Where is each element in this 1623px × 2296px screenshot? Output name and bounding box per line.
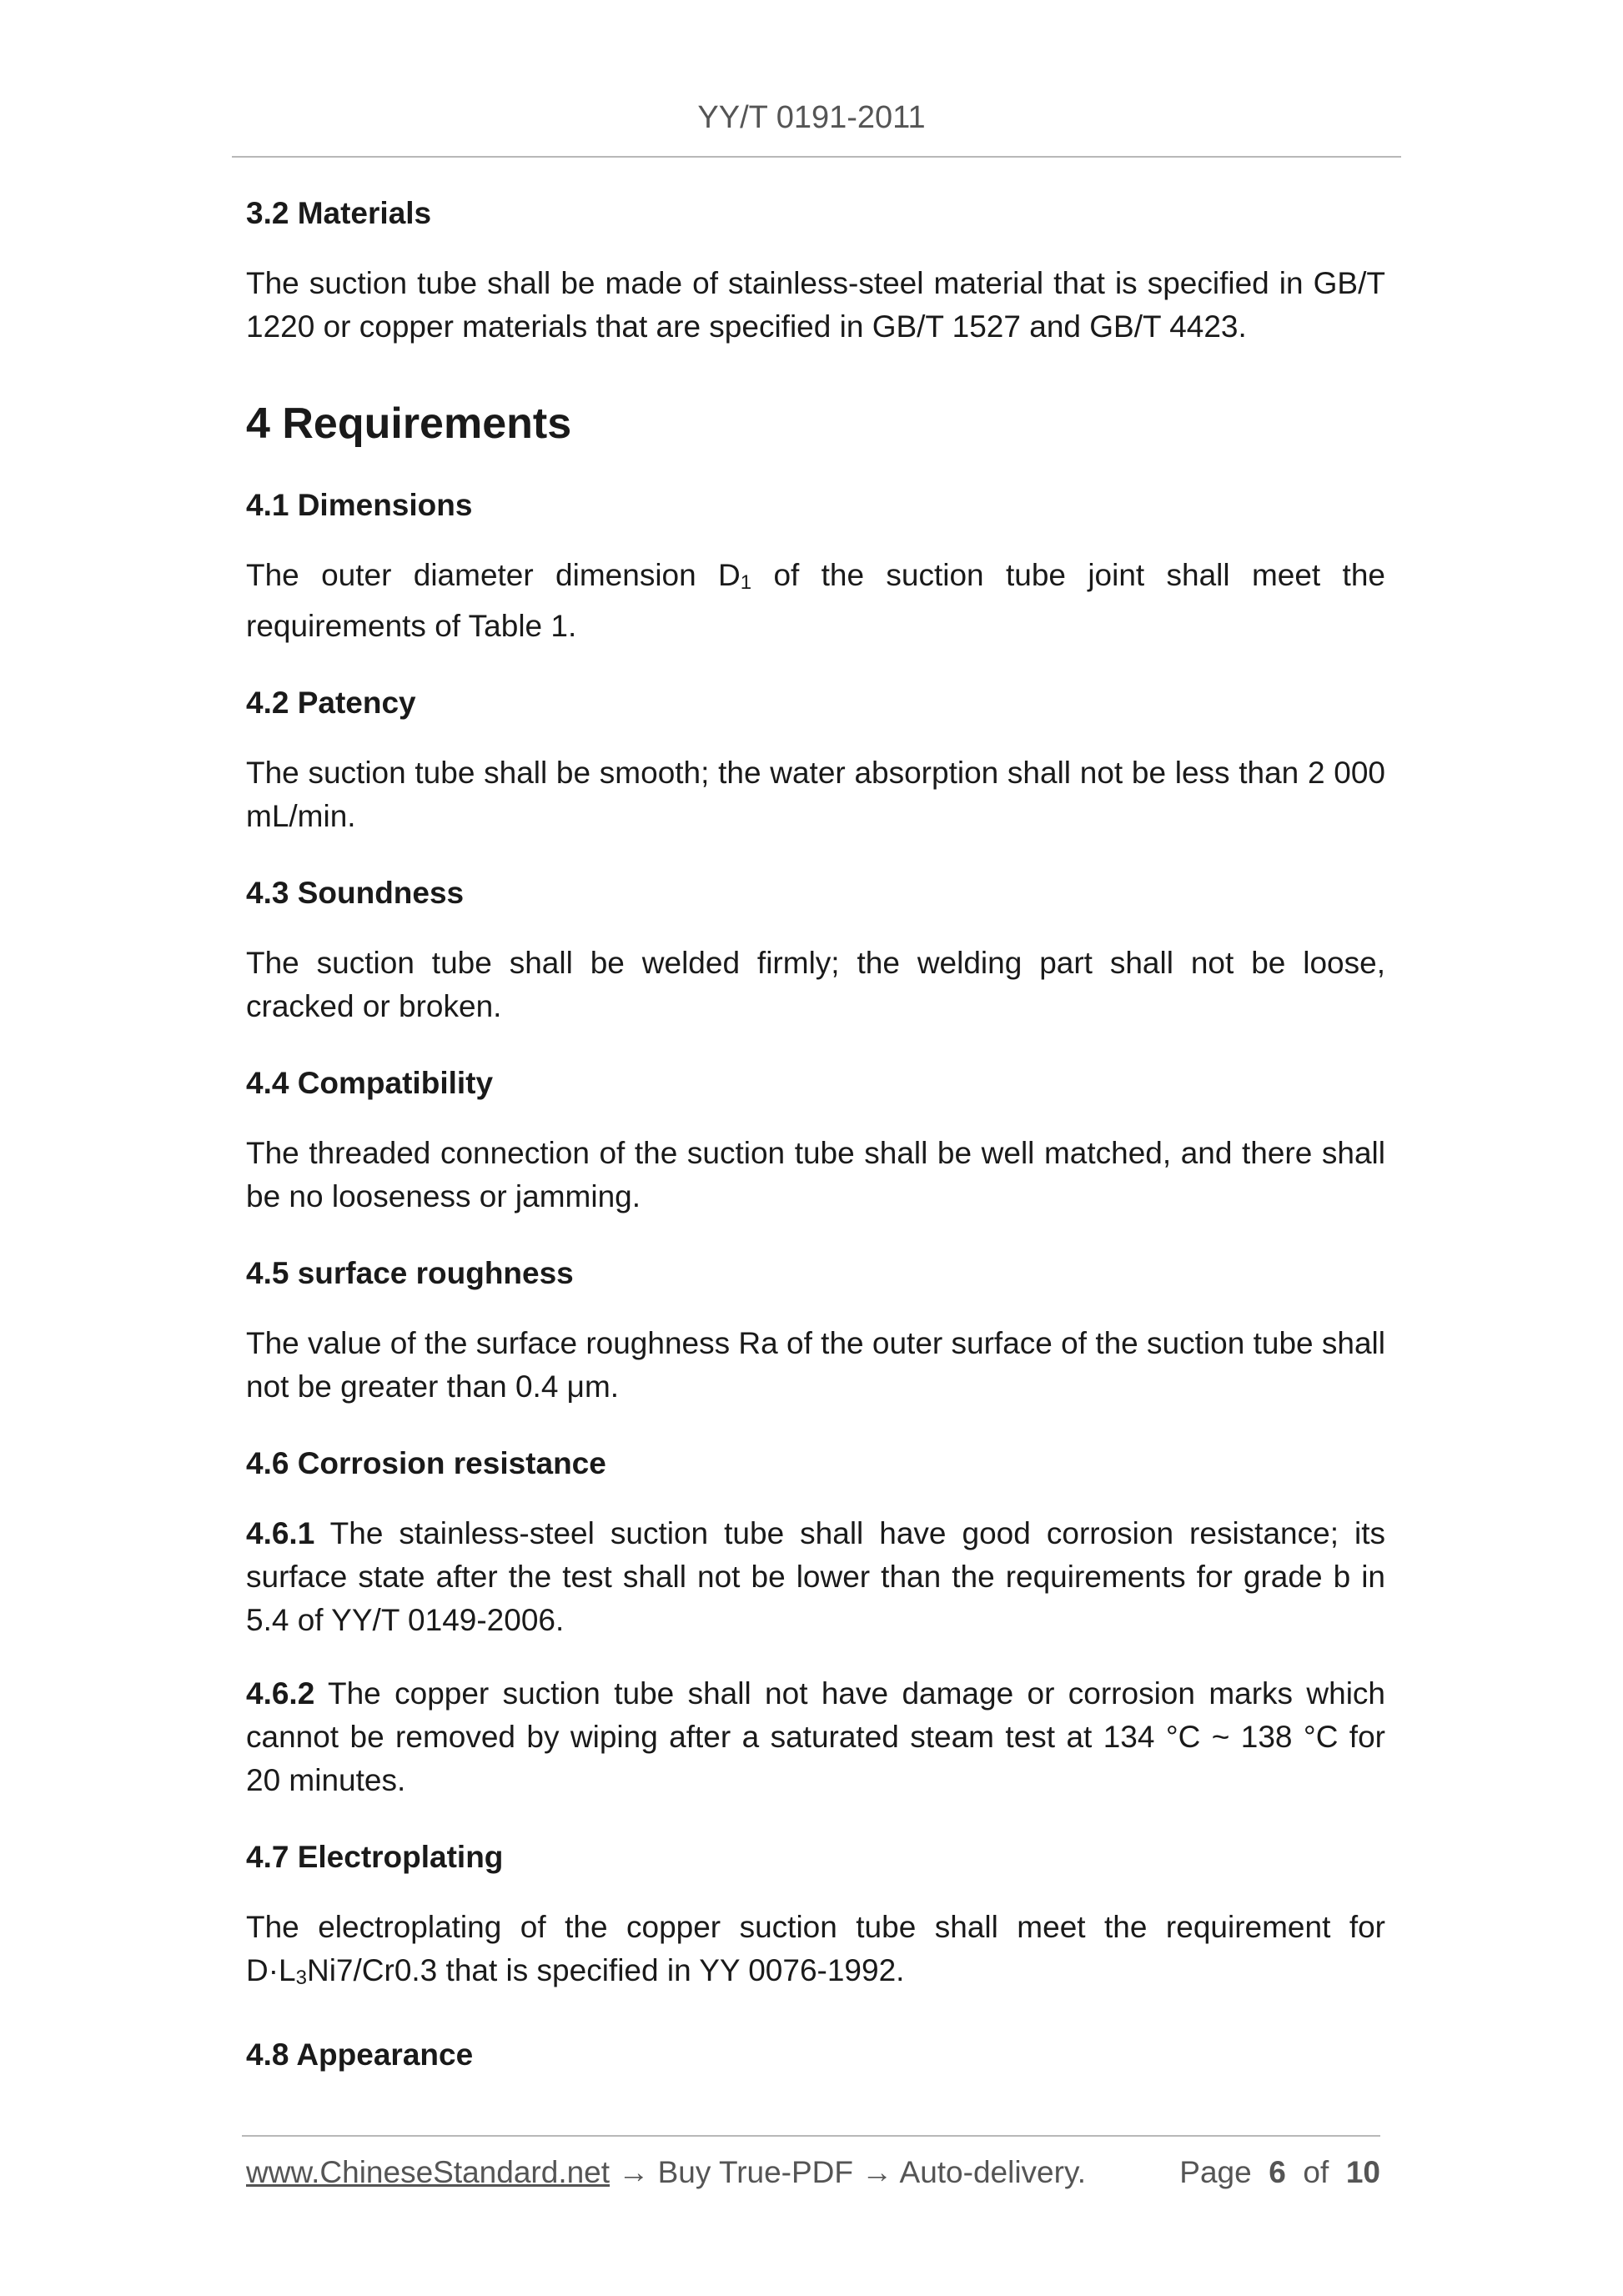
section-4-4-text: The threaded connection of the suction tube shall be well matched, and there shall be no looseness or jamming. [246,1136,1385,1213]
section-4-4-heading: 4.4 Compatibility [246,1066,494,1100]
section-4-7-text: The electroplating of the copper suction tube shall meet the requirement for $D\cdot L_3Ni7/Cr0.3$ that is specified in YY 0076-1992. [246,1910,1385,1989]
page-indicator: Page 6 of 10 [1179,2155,1380,2189]
section-4-heading: 4 Requirements [246,399,572,448]
current-page: 6 [1269,2155,1286,2189]
clause-number: 4.6.1 [246,1516,315,1550]
section-4-3-heading: 4.3 Soundness [246,876,465,910]
section-3-2-text: The suction tube shall be made of stainless-steel material that is specified in GB/T 1220 or copper materials that are specified in GB/T 1527 and GB/T 4423. [246,266,1385,344]
section-4-6-2-text: 4.6.2 The copper suction tube shall not have damage or corrosion marks which cannot be removed by wiping after a saturated steam test at 134 °C ~ 138 °C for 20 minutes. [246,1676,1385,1797]
page-header: YY/T 0191-2011 [697,100,926,135]
section-4-6-1-text: 4.6.1 The stainless-steel suction tube shall have good corrosion resistance; its surface state after the test shall not be lower than the requirements for grade b in 5.4 of YY/T 0149-2006. [246,1516,1385,1637]
section-4-7-heading: 4.7 Electroplating [246,1840,504,1874]
section-4-1-heading: 4.1 Dimensions [246,488,473,522]
footer-divider [242,2135,1380,2137]
header-divider [232,156,1401,158]
footer-tagline: → Buy True-PDF → Auto-delivery. [610,2155,1086,2189]
section-4-8-heading: 4.8 Appearance [246,2037,474,2072]
section-4-2-heading: 4.2 Patency [246,686,416,720]
section-4-2-text: The suction tube shall be smooth; the water absorption shall not be less than 2 000 mL/min. [246,756,1385,833]
section-4-1-text: The outer diameter dimension $D_1$ of the suction tube joint shall meet the requirements of Table 1. [246,558,1385,643]
section-3-2-heading: 3.2 Materials [246,196,432,230]
document-body [246,188,1385,2080]
subscript: 1 [740,571,752,594]
page-footer [246,2155,1380,2190]
section-4-5-text: The value of the surface roughness Ra of the outer surface of the suction tube shall not be greater than 0.4 μm. [246,1326,1385,1404]
footer-left [246,2155,1086,2190]
section-4-5-heading: 4.5 surface roughness [246,1256,574,1290]
clause-number: 4.6.2 [246,1676,315,1711]
total-pages: 10 [1345,2155,1380,2189]
website-link[interactable]: www.ChineseStandard.net [246,2155,611,2189]
subscript: 3 [295,1967,307,1989]
section-4-6-heading: 4.6 Corrosion resistance [246,1446,606,1480]
section-4-3-text: The suction tube shall be welded firmly; the welding part shall not be loose, cracked or broken. [246,946,1385,1023]
